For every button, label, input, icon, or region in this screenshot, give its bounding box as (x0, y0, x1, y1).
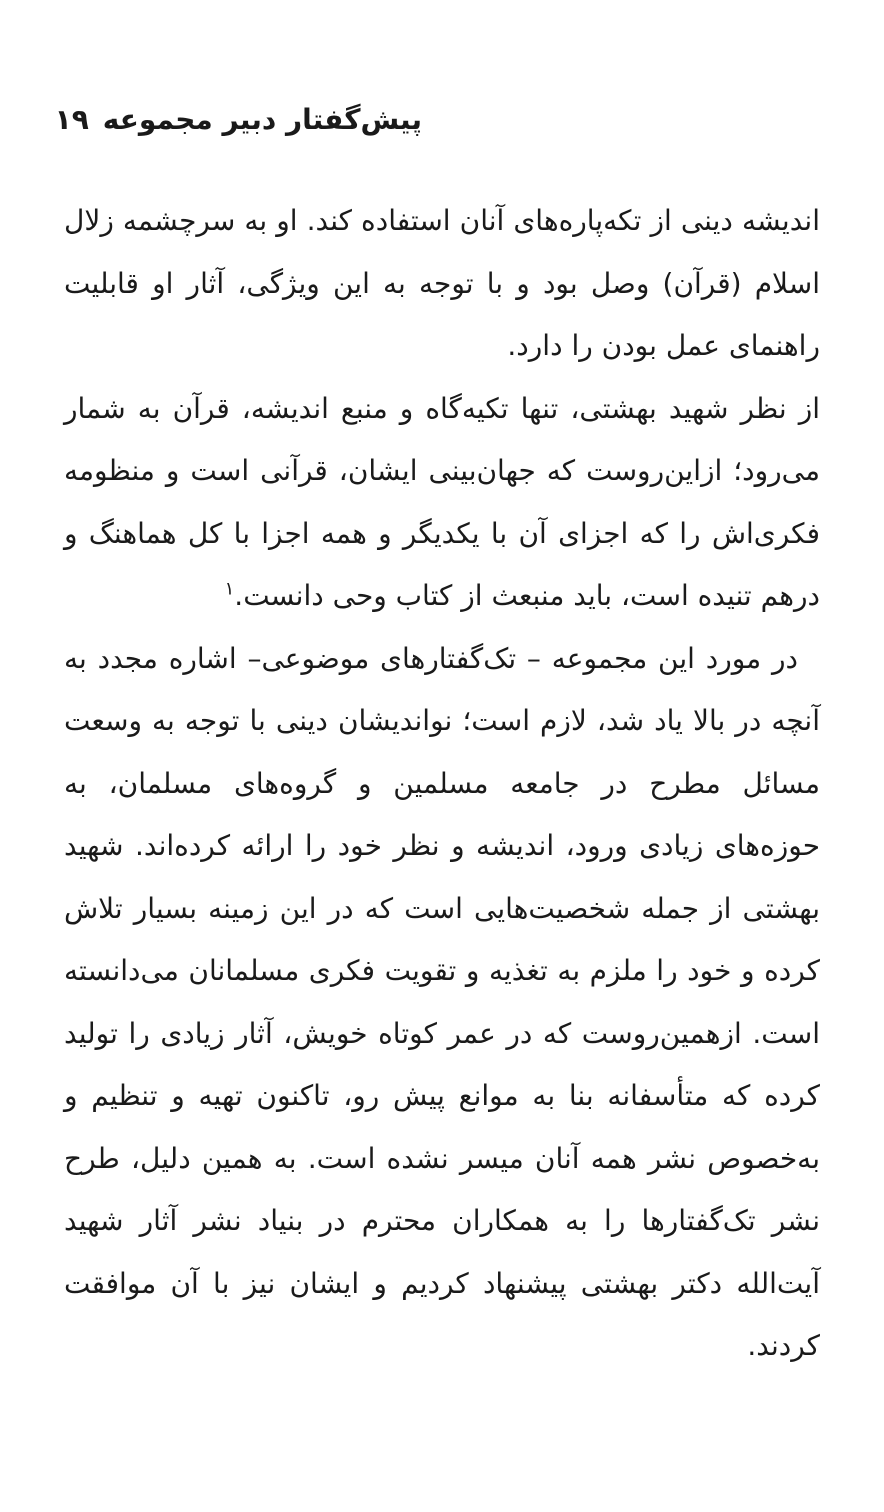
paragraph-3-text: در مورد این مجموعه – تک‌گفتارهای موضوعی– اشاره مجدد به آنچه در بالا یاد شد، لازم است؛ نواندیشان دینی با توجه به وسعت مسائل مطرح در جامعه مسلمین و گروه‌های مسلمان، به حوزه‌های زیادی ورود، اندیشه و نظر خود را ارائه کرده‌اند. شهید بهشتی از جمله شخصیت‌هایی است که در این زمینه بسیار تلاش کرده و خود را ملزم به تغذیه و تقویت فکری مسلمانان می‌دانسته است. ازهمین‌روست که در عمر کوتاه خویش، آثار زیادی را تولید کرده که متأسفانه بنا به موانع پیش رو، تاکنون تهیه و تنظیم و به‌خصوص نشر همه آنان میسر نشده است. به همین دلیل، طرح نشر تک‌گفتارها را به همکاران محترم در بنیاد نشر آثار شهید آیت‌الله دکتر بهشتی پیشنهاد کردیم و ایشان نیز با آن موافقت کردند. (64, 641, 820, 1362)
running-header (55, 92, 422, 148)
page-number: ۱۹ (54, 103, 89, 136)
paragraph-3 (64, 628, 820, 1378)
body-text (64, 190, 820, 1378)
header-title: پیش‌گفتار دبیر مجموعه (102, 103, 422, 136)
paragraph-1 (64, 190, 820, 378)
paragraph-1-text: اندیشه دینی از تکه‌پاره‌های آنان استفاده کند. او به سرچشمه زلال اسلام (قرآن) وصل بود و با توجه به این ویژگی، آثار او قابلیت راهنمای عمل بودن را دارد. (64, 204, 820, 362)
footnote-marker: ۱ (224, 578, 235, 600)
paragraph-2 (64, 378, 820, 628)
paragraph-2-text: از نظر شهید بهشتی، تنها تکیه‌گاه و منبع اندیشه، قرآن به شمار می‌رود؛ ازاین‌روست که جهان‌بینی ایشان، قرآنی است و منظومه فکری‌اش را که اجزای آن با یکدیگر و همه اجزا با کل هماهنگ و درهم تنیده است، باید منبعث از کتاب وحی دانست. (64, 391, 820, 612)
